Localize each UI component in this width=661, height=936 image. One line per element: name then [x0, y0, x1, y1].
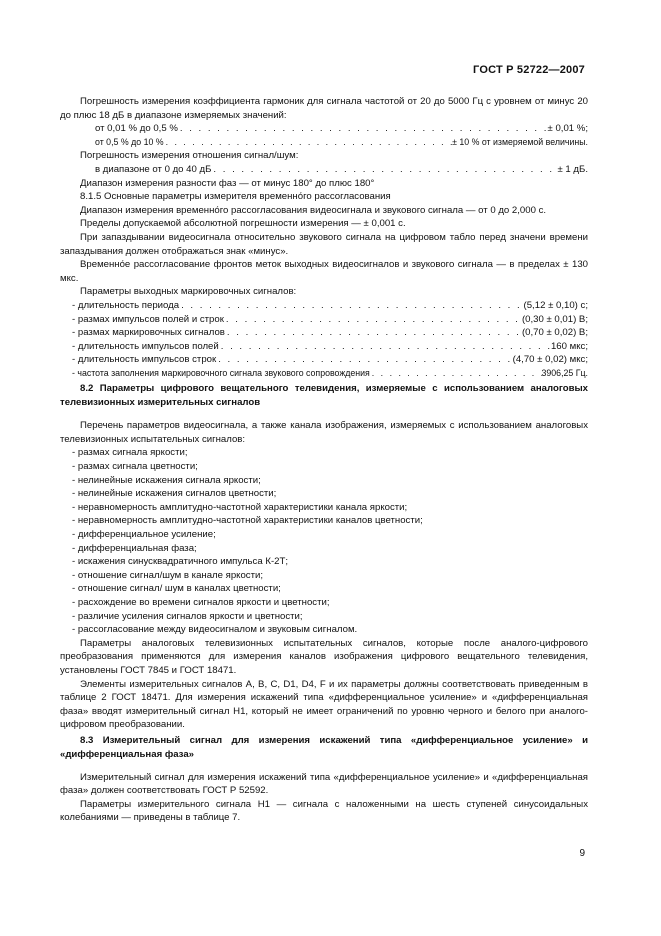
snr-error-title: Погрешность измерения отношения сигнал/шум: [80, 150, 299, 162]
leader-dots [164, 136, 452, 150]
marker-row [60, 340, 588, 354]
harmonic-range-row-2 [60, 136, 588, 150]
markers-list [60, 299, 588, 381]
page-body [60, 95, 588, 825]
range-label: в диапазоне от 0 до 40 дБ [95, 163, 212, 175]
marker-label: - размах маркировочных сигналов [72, 327, 225, 339]
list-item: - нелинейные искажения сигнала яркости; [72, 474, 261, 486]
marker-row [60, 353, 588, 367]
marker-label: - длительность импульсов полей [72, 340, 219, 352]
delay-sign-paragraph: При запаздывании видеосигнала относительно звукового сигнала на цифровом табло перед значени времени запаздывания должен отображаться знак «минус». [60, 231, 588, 257]
leader-dots [216, 353, 512, 367]
list-item: - различие усиления сигналов яркости и цветности; [72, 610, 303, 622]
section-8-3-heading: 8.3 Измерительный сигнал для измерения искажений типа «дифференциальное усиление» и «дифференциальная фаза» [60, 734, 588, 760]
leader-dots [224, 313, 522, 327]
test-signals-note: Параметры аналоговых телевизионных испытательных сигналов, которые после аналого-цифрового преобразования применяются для измерения каналов изображения цифрового вещательного телевидения, установлены ГОСТ 7845 и ГОСТ 18471. [60, 637, 588, 676]
leader-dots [370, 367, 542, 381]
signal-elements-note: Элементы измерительных сигналов А, В, С, D1, D4, F и их параметры должны соответствовать приведенным в таблице 2 ГОСТ 18471. Для измерения искажений типа «дифференциальное усиление» и «дифференциальная фаза» вводят измерительный сигнал Н1, который не имеет ограничений по уровню черного и белого при аналого-цифровом преобразовании. [60, 678, 588, 731]
range-value: ± 1 дБ. [557, 163, 588, 175]
range-value: ± 10 % от измеряемой величины. [452, 136, 588, 147]
marker-label: - длительность периода [72, 299, 180, 311]
list-item: - отношение сигнал/ шум в каналах цветности; [72, 583, 281, 595]
list-item: - неравномерность амплитудно-частотной характеристики канала яркости; [72, 501, 408, 513]
section-8-1-5-heading: 8.1.5 Основные параметры измерителя временно́го рассогласования [80, 191, 391, 203]
absolute-error-paragraph: Пределы допускаемой абсолютной погрешности измерения — ± 0,001 с. [80, 218, 406, 230]
harmonic-range-row-1 [60, 122, 588, 136]
marker-label: - длительность импульсов строк [72, 354, 217, 366]
list-item: - рассогласование между видеосигналом и звуковым сигналом. [72, 624, 358, 636]
list-item: - отношение сигнал/шум в канале яркости; [72, 569, 264, 581]
parameters-list-intro: Перечень параметров видеосигнала, а также канала изображения, измеряемых с использованием аналоговых телевизионных испытательных сигналов: [60, 420, 588, 445]
leader-dots [179, 299, 523, 313]
measurement-signal-paragraph: Измерительный сигнал для измерения искажений типа «дифференциальное усиление» и «дифференциальная фаза» должен соответствовать ГОСТ Р 52592. [60, 771, 588, 797]
marker-value: (5,12 ± 0,10) с; [523, 299, 588, 311]
range-label: от 0,01 % до 0,5 % [95, 123, 178, 135]
marker-row [60, 326, 588, 340]
phase-range-paragraph: Диапазон измерения разности фаз — от минус 180° до плюс 180° [80, 177, 375, 189]
marker-row [60, 367, 588, 381]
marker-row [60, 313, 588, 327]
fronts-desync-paragraph: Временно́е рассогласование фронтов меток выходных видеосигналов и звукового сигнала — в пределах ± 130 мкс. [60, 259, 588, 284]
list-item: - дифференциальная фаза; [72, 542, 197, 554]
document-header: ГОСТ Р 52722—2007 [473, 64, 585, 76]
leader-dots [178, 122, 548, 136]
section-8-2-heading: 8.2 Параметры цифрового вещательного телевидения, измеряемые с использованием аналоговых телевизионных измерительных сигналов [60, 383, 588, 409]
list-item: - дифференциальное усиление; [72, 529, 216, 540]
marker-value: 160 мкс; [550, 340, 588, 352]
list-item: - расхождение во времени сигналов яркости и цветности; [72, 596, 330, 608]
leader-dots [225, 326, 522, 340]
list-item: - размах сигнала яркости; [72, 447, 188, 459]
markers-title: Параметры выходных маркировочных сигналов: [80, 286, 297, 298]
list-item: - нелинейные искажения сигналов цветности; [72, 488, 277, 500]
desync-range-paragraph: Диапазон измерения временно́го рассогласования видеосигнала и звукового сигнала — от 0 до 2,000 с. [80, 204, 547, 216]
leader-dots [219, 340, 551, 354]
h1-signal-parameters-paragraph: Параметры измерительного сигнала Н1 — сигнала с наложенными на шесть ступеней синусоидальных колебаниями — приведены в таблице 7. [60, 798, 588, 824]
list-item: - искажения синусквадратичного импульса К-2Т; [72, 556, 288, 568]
marker-value: (0,70 ± 0,02) В; [521, 327, 588, 339]
marker-row [60, 299, 588, 313]
marker-label: - размах импульсов полей и строк [72, 313, 224, 325]
marker-value: 3906,25 Гц. [541, 367, 588, 378]
marker-label: - частота заполнения маркировочного сигнала звукового сопровождения [72, 367, 370, 378]
page-number: 9 [579, 848, 585, 859]
list-item: - неравномерность амплитудно-частотной характеристики каналов цветности; [72, 515, 423, 527]
parameters-list [60, 446, 588, 636]
leader-dots [211, 163, 557, 177]
marker-value: (4,70 ± 0,02) мкс; [512, 354, 588, 366]
list-item: - размах сигнала цветности; [72, 461, 198, 473]
snr-range-row [60, 163, 588, 177]
range-label: от 0,5 % до 10 % [95, 136, 164, 147]
range-value: ± 0,01 %; [547, 123, 588, 135]
harmonic-error-paragraph: Погрешность измерения коэффициента гармоник для сигнала частотой от 20 до 5000 Гц с уровнем от минус 20 до плюс 18 дБ в диапазоне измеряемых значений: [60, 96, 588, 121]
marker-value: (0,30 ± 0,01) В; [521, 313, 588, 325]
